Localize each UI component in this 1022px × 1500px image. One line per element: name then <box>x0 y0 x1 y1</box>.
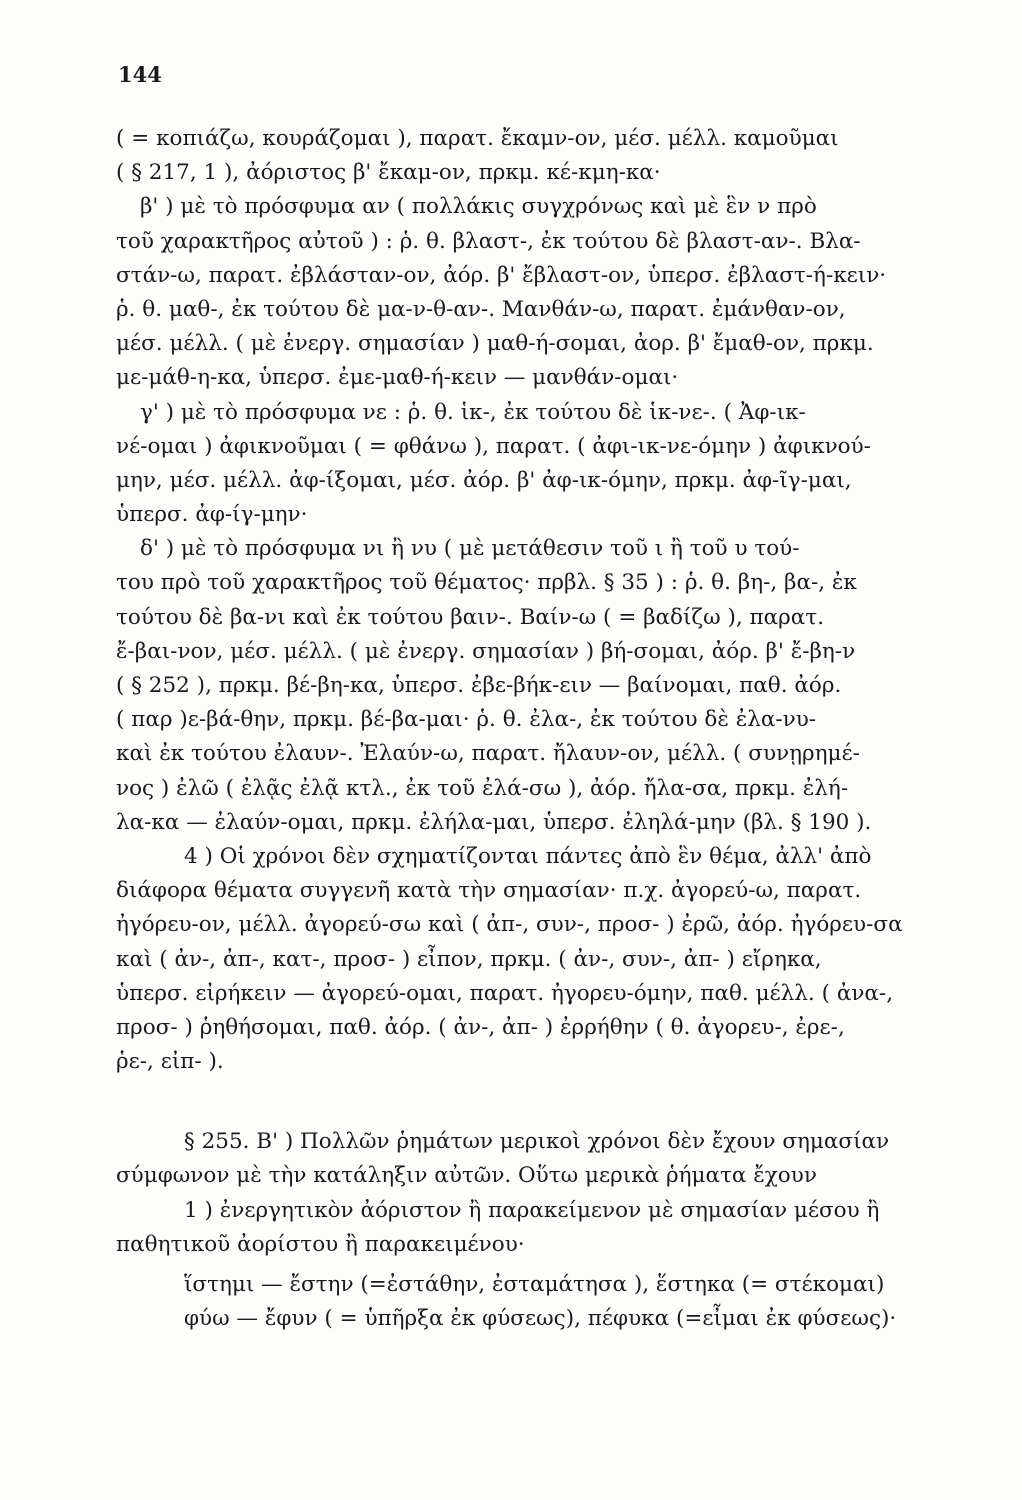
section-heading-line: § 255. Β' ) Πολλῶν ῥημάτων μερικοὶ χρόνοι δὲν ἔχουν σημασίαν <box>184 1129 890 1155</box>
text-line: ὑπερσ. ἀφ-ίγ-μην· <box>116 502 308 528</box>
text-line: του πρὸ τοῦ χαρακτῆρος τοῦ θέματος· πρβλ. § 35 ) : ῥ. θ. βη-, βα-, ἐκ <box>116 570 857 596</box>
section-gap <box>116 1079 974 1125</box>
text-line: νος ) ἐλῶ ( ἐλᾷς ἐλᾷ κτλ., ἐκ τοῦ ἐλά-σω ), ἀόρ. ἤλα-σα, πρκμ. ἐλή- <box>116 775 849 801</box>
text-line: παθητικοῦ ἀορίστου ἢ παρακειμένου· <box>116 1231 525 1257</box>
text-line: ὑπερσ. εἰρήκειν — ἀγορεύ-ομαι, παρατ. ἠγορευ-όμην, παθ. μέλλ. ( ἀνα-, <box>116 980 894 1006</box>
text-line: ῥε-, εἰπ- ). <box>116 1049 224 1075</box>
text-line: ἠγόρευ-ον, μέλλ. ἀγορεύ-σω καὶ ( ἀπ-, συν-, προσ- ) ἐρῶ, ἀόρ. ἠγόρευ-σα <box>116 912 903 938</box>
text-line: προσ- ) ῥηθήσομαι, παθ. ἀόρ. ( ἀν-, ἀπ- ) ἐρρήθην ( θ. ἀγορευ-, ἐρε-, <box>116 1014 845 1040</box>
text-line: τοῦ χαρακτῆρος αὐτοῦ ) : ῥ. θ. βλαστ-, ἐκ τούτου δὲ βλαστ-αν-. Βλα- <box>116 228 861 254</box>
text-line: στάν-ω, παρατ. ἐβλάσταν-ον, ἀόρ. β' ἔβλαστ-ον, ὑπερσ. ἐβλαστ-ή-κειν· <box>116 262 887 288</box>
text-line: καὶ ( ἀν-, ἀπ-, κατ-, προσ- ) εἶπον, πρκμ. ( ἀν-, συν-, ἀπ- ) εἴρηκα, <box>116 946 822 972</box>
text-line: ( παρ )ε-βά-θην, πρκμ. βέ-βα-μαι· ῥ. θ. ἐλα-, ἐκ τούτου δὲ ἐλα-νυ- <box>116 707 817 733</box>
page-number: 144 <box>118 62 162 87</box>
text-line: ῥ. θ. μαθ-, ἐκ τούτου δὲ μα-ν-θ-αν-. Μανθάν-ω, παρατ. ἐμάνθαν-ον, <box>116 296 846 322</box>
text-line: διάφορα θέματα συγγενῆ κατὰ τὴν σημασίαν· π.χ. ἀγορεύ-ω, παρατ. <box>116 878 862 904</box>
text-line: δ' ) μὲ τὸ πρόσφυμα νι ἢ νυ ( μὲ μετάθεσιν τοῦ ι ἢ τοῦ υ τού- <box>140 536 800 562</box>
text-line: ( § 217, 1 ), ἀόριστος β' ἔκαμ-ον, πρκμ. κέ-κμη-κα· <box>116 160 661 186</box>
text-line: νέ-ομαι ) ἀφικνοῦμαι ( = φθάνω ), παρατ. ( ἀφι-ικ-νε-όμην ) ἀφικνού- <box>116 433 871 459</box>
text-line: μην, μέσ. μέλλ. ἀφ-ίξομαι, μέσ. ἀόρ. β' ἀφ-ικ-όμην, πρκμ. ἀφ-ῖγ-μαι, <box>116 467 852 493</box>
text-line: ( = κοπιάζω, κουράζομαι ), παρατ. ἔκαμν-ον, μέσ. μέλλ. καμοῦμαι <box>116 126 839 151</box>
text-line: 1 ) ἐνεργητικὸν ἀόριστον ἢ παρακείμενον μὲ σημασίαν μέσου ἢ <box>184 1197 880 1223</box>
text-line: γ' ) μὲ τὸ πρόσφυμα νε : ῥ. θ. ἱκ-, ἐκ τούτου δὲ ἱκ-νε-. ( Ἀφ-ικ- <box>140 399 806 425</box>
text-line: ἔ-βαι-νον, μέσ. μέλλ. ( μὲ ἐνεργ. σημασίαν ) βή-σομαι, ἀόρ. β' ἔ-βη-ν <box>116 638 856 664</box>
text-line: καὶ ἐκ τούτου ἐλαυν-. Ἐλαύν-ω, παρατ. ἤλαυν-ον, μέλλ. ( συνῃρημέ- <box>116 741 860 767</box>
text-line: ( § 252 ), πρκμ. βέ-βη-κα, ὑπερσ. ἐβε-βήκ-ειν — βαίνομαι, παθ. ἀόρ. <box>116 673 842 698</box>
text-line: μέσ. μέλλ. ( μὲ ἐνεργ. σημασίαν ) μαθ-ή-σομαι, ἀορ. β' ἔμαθ-ον, πρκμ. <box>116 331 874 357</box>
text-line: β' ) μὲ τὸ πρόσφυμα αν ( πολλάκις συγχρόνως καὶ μὲ ἓν ν πρὸ <box>140 194 817 220</box>
text-line: ἵστημι — ἔστην (=ἐστάθην, ἐσταμάτησα ), ἕστηκα (= στέκομαι) <box>184 1272 885 1297</box>
page-body <box>116 122 974 1336</box>
text-line: σύμφωνον μὲ τὴν κατάληξιν αὐτῶν. Οὕτω μερικὰ ῥήματα ἔχουν <box>116 1163 817 1189</box>
text-line: φύω — ἔφυν ( = ὑπῆρξα ἐκ φύσεως), πέφυκα (=εἶμαι ἐκ φύσεως)· <box>184 1306 897 1332</box>
text-line: με-μάθ-η-κα, ὑπερσ. ἐμε-μαθ-ή-κειν — μανθάν-ομαι· <box>116 365 679 391</box>
text-line: τούτου δὲ βα-νι καὶ ἐκ τούτου βαιν-. Βαίν-ω ( = βαδίζω ), παρατ. <box>116 604 825 630</box>
text-line: 4 ) Οἱ χρόνοι δὲν σχηματίζονται πάντες ἀπὸ ἓν θέμα, ἀλλ' ἀπὸ <box>184 843 872 869</box>
text-line: λα-κα — ἐλαύν-ομαι, πρκμ. ἐλήλα-μαι, ὑπερσ. ἐληλά-μην (βλ. § 190 ). <box>116 809 872 835</box>
